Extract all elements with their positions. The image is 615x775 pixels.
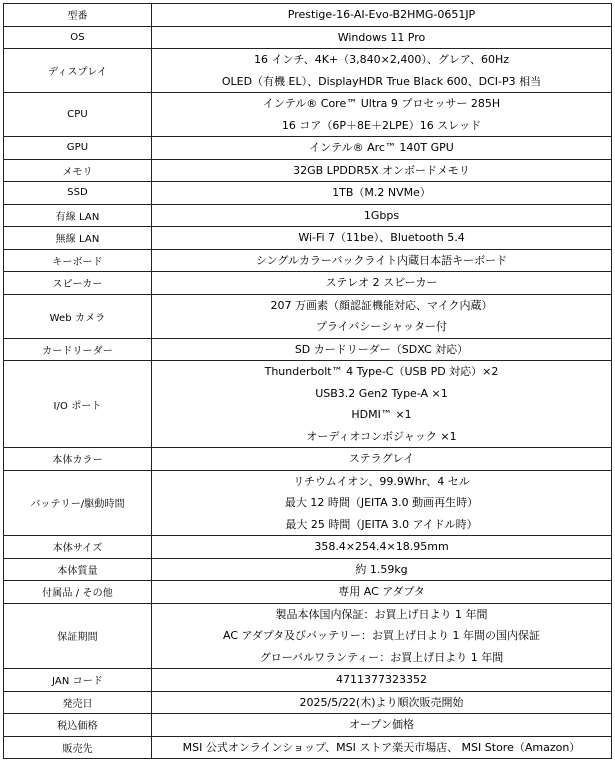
spec-label: I/O ポート: [4, 361, 152, 448]
spec-value-line: シングルカラーバックライト内蔵日本語キーボード: [255, 253, 508, 267]
spec-value-line: 最大 25 時間（JEITA 3.0 アイドル時）: [285, 517, 478, 531]
spec-value: [152, 249, 612, 272]
spec-value-line: プライバシーシャッター付: [315, 320, 447, 333]
spec-row: [4, 603, 612, 669]
spec-row: [4, 536, 612, 559]
spec-value: [152, 361, 612, 448]
spec-label: バッテリー/駆動時間: [4, 470, 152, 536]
spec-value-line: ステレオ 2 スピーカー: [325, 276, 438, 289]
spec-row: [4, 558, 612, 581]
spec-value-line: インテル® Core™ Ultra 9 プロセッサー 285H: [262, 97, 501, 110]
spec-value-line: オープン価格: [348, 718, 414, 731]
spec-value: [152, 448, 612, 471]
spec-value: [152, 669, 612, 692]
spec-row: [4, 714, 612, 737]
spec-value: [152, 272, 612, 295]
spec-value-line: SD カードリーダー（SDXC 対応）: [294, 342, 469, 356]
spec-row: [4, 736, 612, 759]
spec-value-line: オーディオコンボジャック ×1: [306, 429, 457, 443]
spec-value: [152, 137, 612, 160]
spec-label: 型番: [4, 4, 152, 27]
spec-value: [152, 49, 612, 93]
spec-row: [4, 137, 612, 160]
spec-label: 付属品 / その他: [4, 581, 152, 604]
spec-table: [3, 3, 612, 759]
spec-label: 販売先: [4, 736, 152, 759]
spec-row: [4, 182, 612, 205]
spec-label: 本体カラー: [4, 448, 152, 471]
spec-label: CPU: [4, 93, 152, 137]
spec-value-line: Wi-Fi 7（11be）、Bluetooth 5.4: [298, 231, 465, 244]
spec-value-line: リチウムイオン、99.9Whr、4 セル: [293, 474, 470, 488]
spec-label: 本体質量: [4, 558, 152, 581]
spec-row: [4, 470, 612, 536]
spec-label: キーボード: [4, 249, 152, 272]
spec-row: [4, 93, 612, 137]
spec-label: 無線 LAN: [4, 227, 152, 250]
spec-label: Web カメラ: [4, 294, 152, 338]
spec-value: [152, 714, 612, 737]
spec-label: SSD: [4, 182, 152, 205]
spec-row: [4, 669, 612, 692]
spec-value-line: AC アダプタ及びバッテリー：お買上げ日より 1 年間の国内保証: [223, 629, 540, 642]
spec-label: カードリーダー: [4, 338, 152, 361]
spec-value-line: 製品本体国内保証：お買上げ日より 1 年間: [275, 607, 488, 621]
spec-label: 税込価格: [4, 714, 152, 737]
spec-table-body: [4, 4, 612, 759]
spec-value: [152, 338, 612, 361]
spec-row: [4, 26, 612, 49]
spec-value-line: 207 万画素（顔認証機能対応、マイク内蔵）: [270, 298, 493, 312]
spec-value-line: MSI 公式オンラインショップ、MSI ストア楽天市場店、 MSI Store（Amazon）: [182, 740, 581, 754]
spec-value-line: 最大 12 時間（JEITA 3.0 動画再生時）: [284, 496, 479, 509]
spec-value: [152, 603, 612, 669]
spec-value-line: 約 1.59kg: [355, 562, 408, 576]
spec-value: [152, 691, 612, 714]
spec-value-line: HDMI™ ×1: [351, 408, 412, 421]
spec-value-line: ステラグレイ: [348, 452, 415, 465]
spec-row: [4, 227, 612, 250]
spec-value: [152, 93, 612, 137]
spec-row: [4, 448, 612, 471]
spec-value-line: Windows 11 Pro: [337, 30, 426, 44]
spec-row: [4, 204, 612, 227]
spec-label: JAN コード: [4, 669, 152, 692]
spec-value-line: 16 コア（6P＋8E＋2LPE）16 スレッド: [281, 118, 482, 132]
spec-label: 有線 LAN: [4, 204, 152, 227]
spec-label: メモリ: [4, 159, 152, 182]
spec-row: [4, 294, 612, 338]
spec-row: [4, 581, 612, 604]
spec-value: [152, 470, 612, 536]
spec-value-line: グローバルワランティー：お買上げ日より 1 年間: [259, 650, 504, 664]
spec-value: [152, 294, 612, 338]
spec-value: [152, 581, 612, 604]
spec-row: [4, 361, 612, 448]
spec-value-line: OLED（有機 EL）、DisplayHDR True Black 600、DCI-P3 相当: [221, 74, 542, 88]
spec-value-line: 4711377323352: [336, 673, 427, 686]
spec-value: [152, 736, 612, 759]
spec-value: [152, 4, 612, 27]
spec-row: [4, 159, 612, 182]
spec-value-line: 2025/5/22(木)より順次販売開始: [299, 695, 464, 709]
spec-row: [4, 272, 612, 295]
spec-value-line: 16 インチ、4K+（3,840×2,400）、グレア、60Hz: [253, 53, 509, 66]
spec-label: スピーカー: [4, 272, 152, 295]
spec-row: [4, 249, 612, 272]
spec-value: [152, 558, 612, 581]
spec-label: OS: [4, 26, 152, 49]
spec-row: [4, 338, 612, 361]
spec-label: GPU: [4, 137, 152, 160]
spec-value-line: Prestige-16-AI-Evo-B2HMG-0651JP: [287, 8, 476, 21]
spec-value: [152, 26, 612, 49]
spec-value-line: 1Gbps: [363, 208, 400, 222]
spec-value: [152, 182, 612, 205]
spec-row: [4, 691, 612, 714]
spec-value-line: USB3.2 Gen2 Type-A ×1: [315, 386, 448, 400]
spec-label: 発売日: [4, 691, 152, 714]
spec-value-line: 1TB（M.2 NVMe）: [332, 186, 431, 199]
spec-value: [152, 536, 612, 559]
spec-row: [4, 49, 612, 93]
spec-value: [152, 159, 612, 182]
spec-value: [152, 204, 612, 227]
spec-label: ディスプレイ: [4, 49, 152, 93]
spec-value-line: 32GB LPDDR5X オンボードメモリ: [293, 163, 470, 177]
spec-value-line: 専用 AC アダプタ: [338, 585, 425, 598]
spec-value: [152, 227, 612, 250]
spec-label: 保証期間: [4, 603, 152, 669]
spec-value-line: Thunderbolt™ 4 Type-C（USB PD 対応）×2: [264, 365, 499, 378]
spec-value-line: インテル® Arc™ 140T GPU: [309, 141, 454, 154]
spec-label: 本体サイズ: [4, 536, 152, 559]
spec-value-line: 358.4×254.4×18.95mm: [314, 540, 449, 553]
spec-row: [4, 4, 612, 27]
